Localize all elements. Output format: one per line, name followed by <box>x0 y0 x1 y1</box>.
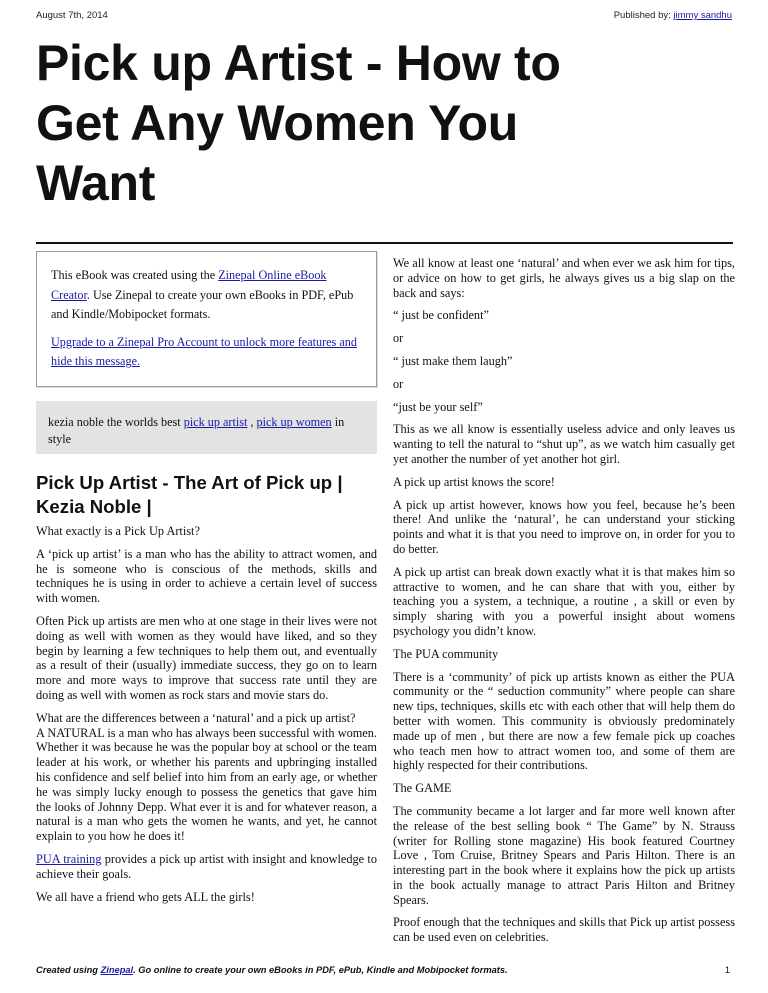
summary-text-end: in style <box>48 414 345 447</box>
paragraph: There is a ‘community’ of pick up artists known as either the PUA community or the “ seduction community” where people can share new tips, techniques, skills etc with each other that will help them do better with women. This community is obviously predominately made up of men , but there are now a few female pick up coaches who teach men how to attract women too, and some of them are highly respected for their contributions. <box>393 669 735 773</box>
paragraph-question: What are the differences between a ‘natural’ and a pick up artist? <box>36 710 356 725</box>
zinepal-promo-box <box>36 251 377 387</box>
upgrade-pro-link[interactable]: Upgrade to a Zinepal Pro Account to unlock more features and hide this message. <box>51 334 357 369</box>
footer-text-intro: Created using <box>36 965 101 975</box>
paragraph: A ‘pick up artist’ is a man who has the ability to attract women, and he is someone who is conscious of the methods, skills and techniques he is using in order to achieve a certain level of success with women. <box>36 546 377 606</box>
pua-training-link[interactable]: PUA training <box>36 851 102 866</box>
paragraph <box>36 852 377 882</box>
summary-separator: , <box>247 414 257 429</box>
paragraph: “ just make them laugh” <box>393 353 513 368</box>
page-title <box>36 33 736 213</box>
left-column <box>36 251 377 904</box>
page-header <box>36 10 732 24</box>
paragraph: What exactly is a Pick Up Artist? <box>36 523 200 538</box>
paragraph: “ just be confident” <box>393 308 489 323</box>
paragraph: We all have a friend who gets ALL the girls! <box>36 889 255 904</box>
summary-text: kezia noble the worlds best <box>48 414 184 429</box>
title-line-3: Want <box>36 155 156 211</box>
title-line-2: Get Any Women You <box>36 95 518 151</box>
published-by <box>614 10 732 21</box>
paragraph: or <box>393 331 404 346</box>
paragraph: The PUA community <box>393 646 499 661</box>
paragraph: A pick up artist however, knows how you feel, because he’s been there! And unlike the ‘natural’, he can understand your sticking points and what it is that you need to improve on, in order for you to do better. <box>393 497 735 556</box>
paragraph <box>36 711 377 844</box>
promo-text-intro: This eBook was created using the <box>51 268 219 282</box>
paragraph: A pick up artist can break down exactly what it is that makes him so attractive to women, and he can share that with you, either by teaching you a system, a technique, a routine , a skill or even by simply sharing with you a powerful insight about womens psychology you didn’t know. <box>393 564 735 638</box>
footer-text-rest: . Go online to create your own eBooks in PDF, ePub, Kindle and Mobipocket formats. <box>133 965 508 975</box>
footer-text <box>36 965 508 975</box>
pick-up-women-link[interactable]: pick up women <box>256 414 332 429</box>
publish-date: August 7th, 2014 <box>36 10 108 21</box>
pick-up-artist-link[interactable]: pick up artist <box>183 414 248 429</box>
title-line-1: Pick up Artist - How to <box>36 35 561 91</box>
paragraph: This as we all know is essentially useless advice and only leaves us wanting to tell the natural to “shut up”, as we watch him casually get yet another the number of yet another hot girl. <box>393 422 735 466</box>
paragraph: We all know at least one ‘natural’ and when ever we ask him for tips, or advice on how to get girls, he always gives us a big slap on the back and says: <box>393 256 735 300</box>
zinepal-creator-link[interactable]: Zinepal Online eBook Creator <box>51 268 327 302</box>
promo-text-rest: . Use Zinepal to create your own eBooks in PDF, ePub and Kindle/Mobipocket formats. <box>51 287 354 322</box>
author-link[interactable]: jimmy sandhu <box>673 10 732 21</box>
title-divider <box>36 242 733 244</box>
published-by-label: Published by: <box>613 10 674 21</box>
promo-text <box>51 266 360 325</box>
zinepal-footer-link[interactable]: Zinepal <box>100 965 134 975</box>
left-body <box>36 524 377 904</box>
paragraph-answer: A NATURAL is a man who has always been successful with women. Whether it was because he was the popular boy at school or the team leader at his work, or whether his parents and upbringing installed his confidence and self belief into him from an early age, or whether he was simply lucky enough to possess the genetics that gave him the looks of Johnny Depp. What ever it is and for whatever reason, a natural is a man who gets the women he wants, and yet, he cannot explain to you how he does it! <box>36 725 377 844</box>
right-column <box>393 256 735 953</box>
paragraph: The GAME <box>393 781 452 796</box>
summary-box <box>36 401 377 454</box>
paragraph: “just be your self” <box>393 399 483 414</box>
page-footer <box>36 965 732 979</box>
paragraph: Often Pick up artists are men who at one stage in their lives were not doing as well with women as they would have liked, and so they begin by learning a few techniques to help them out, and eventually as a result of their (usually) immediate success, they go on to learn more and more ways to improve that success rate until they are doing as well with women as rock stars and movie stars do. <box>36 613 377 702</box>
paragraph: The community became a lot larger and far more well known after the release of the best selling book “ The Game” by N. Strauss (writer for Rolling stone magazine) His book featured Courtney Love , Tom Cruise, Britney Spears and Paris Hilton. There is an interesting part in the book where it explains how the pick up artists in the book actually manage to attract Paris Hilton and Britney Spears. <box>393 803 735 907</box>
paragraph: or <box>393 376 404 391</box>
paragraph: Proof enough that the techniques and skills that Pick up artist possess can be used even on celebrities. <box>393 915 735 945</box>
page-number: 1 <box>724 965 730 975</box>
section-heading: Pick Up Artist - The Art of Pick up | Kezia Noble | <box>36 471 343 517</box>
paragraph-text: provides a pick up artist with insight and knowledge to achieve their goals. <box>36 851 377 881</box>
paragraph: A pick up artist knows the score! <box>393 474 555 489</box>
